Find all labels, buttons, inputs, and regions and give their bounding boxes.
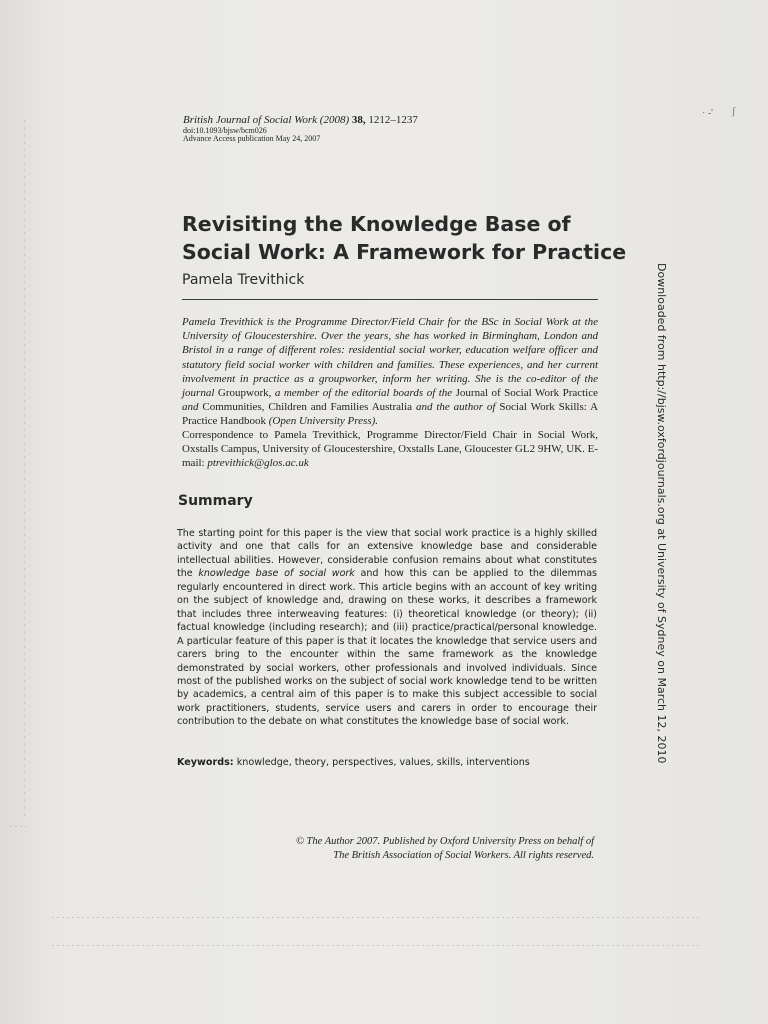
summary-text-a: The starting point for this paper is the view that social work practice is a highly skilled activity and one that calls for an extensive knowledge base and considerable intellectual abilities. However, considerable confusion remains about what constitutes the bbox=[177, 528, 597, 580]
author-bio bbox=[182, 315, 598, 429]
keywords-label: Keywords: bbox=[177, 757, 234, 768]
bio-book-title: Social Work Skills: A Practice Handbook bbox=[182, 401, 599, 428]
doi: doi:10.1093/bjsw/bcm026 bbox=[183, 126, 267, 135]
summary-heading: Summary bbox=[178, 493, 253, 509]
download-notice-text: Downloaded from http://bjsw.oxfordjournals.org at University of Sydney on March 12, 2010 bbox=[655, 263, 668, 764]
bio-journal-ccfa: Communities, Children and Families Australia bbox=[202, 401, 413, 414]
scan-artifact-line bbox=[52, 917, 702, 918]
article-title-line-1: Revisiting the Knowledge Base of bbox=[182, 212, 571, 236]
bio-text-2: a member of the editorial boards of the bbox=[274, 387, 453, 400]
copyright-line-2: The British Association of Social Workers. All rights reserved. bbox=[333, 850, 594, 861]
title-divider bbox=[182, 299, 598, 300]
correspondence-email: ptrevithick@glos.ac.uk bbox=[207, 457, 309, 470]
correspondence bbox=[182, 428, 598, 471]
copyright-line-1: © The Author 2007. Published by Oxford University Press on behalf of bbox=[295, 836, 594, 847]
scan-artifact-line bbox=[52, 945, 702, 946]
journal-name: British Journal of Social Work (2008) bbox=[183, 114, 350, 126]
article-title-line-2: Social Work: A Framework for Practice bbox=[182, 240, 627, 264]
bio-journal-groupwork: Groupwork, bbox=[217, 387, 272, 400]
bio-and: and bbox=[182, 401, 199, 414]
summary-text-b: and how this can be applied to the dilemmas regularly encountered in direct work. This article begins with an account of key writing on the subject of knowledge and, drawing on these works, it describes a framework that includes three interweaving features: (i) theoretical knowledge (or theory); (ii) factual knowledge (including research); and (iii) practice/practical/personal knowledge. A particular feature of this paper is that it locates the knowledge that service users and carers bring to the encounter within the same framework as the knowledge demonstrated by social workers, other professionals and involved individuals. Since most of the published works on the subject of social work knowledge tend to be written by academics, a central aim of this paper is to make this subject accessible to social work practitioners, students, service users and carers in order to encourage their contribution to the debate on what constitutes the knowledge base of social work. bbox=[177, 568, 598, 728]
scan-artifact-line bbox=[10, 826, 30, 827]
advance-access-date: Advance Access publication May 24, 2007 bbox=[183, 134, 321, 143]
summary-text bbox=[177, 527, 597, 729]
journal-citation bbox=[183, 114, 418, 126]
keywords-list: knowledge, theory, perspectives, values, skills, interventions bbox=[236, 757, 530, 768]
bio-publisher: (Open University Press). bbox=[268, 415, 379, 428]
keywords bbox=[177, 757, 530, 768]
scan-speck: · ‑' bbox=[702, 108, 713, 119]
author-name: Pamela Trevithick bbox=[182, 272, 305, 288]
scan-artifact-line bbox=[24, 120, 25, 820]
copyright-notice bbox=[296, 835, 594, 863]
article-title bbox=[182, 210, 626, 266]
correspondence-text: Correspondence to Pamela Trevithick, Programme Director/Field Chair in Social Work, Oxstalls Campus, University of Gloucestershire, Oxstalls Lane, Gloucester GL2 9HW, UK. E-mail: bbox=[182, 429, 598, 470]
scan-speck: ʃ bbox=[732, 106, 736, 117]
bio-text-1: Pamela Trevithick is the Programme Director/Field Chair for the BSc in Social Work at the University of Gloucestershire. Over the years, she has worked in Birmingham, London and Bristol in a range of different roles: residential social worker, education welfare officer and statutory field social worker with children and families. These experiences, and her current involvement in practice as a groupworker, inform her writing. She is the co-editor of the journal bbox=[182, 316, 598, 400]
journal-volume: 38, bbox=[351, 114, 366, 126]
summary-emphasis: knowledge base of social work bbox=[198, 568, 355, 580]
journal-pages: 1212–1237 bbox=[368, 114, 418, 126]
bio-journal-jswp: Journal of Social Work Practice bbox=[455, 387, 599, 400]
bio-text-3: and the author of bbox=[415, 401, 496, 414]
